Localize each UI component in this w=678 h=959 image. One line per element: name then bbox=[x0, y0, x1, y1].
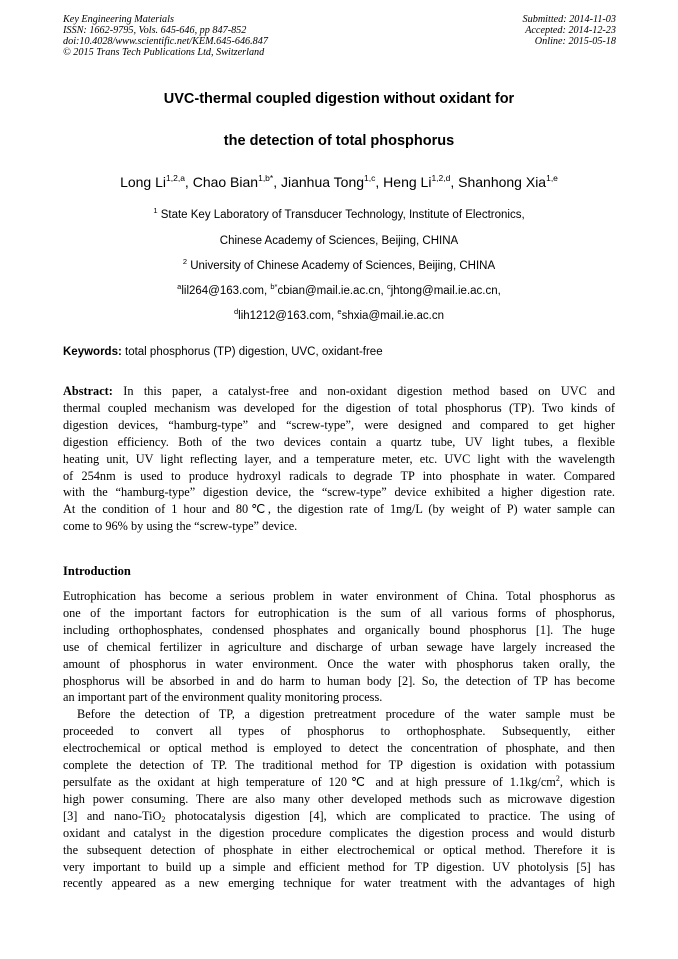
submitted-date: Submitted: 2014-11-03 bbox=[522, 14, 616, 25]
email-address: lih1212@163.com, bbox=[238, 310, 335, 322]
author-affiliation-mark: 1,2,a bbox=[166, 173, 185, 183]
email-mark: c bbox=[386, 282, 391, 291]
email-mark: d bbox=[233, 307, 239, 316]
journal-header-left bbox=[63, 14, 268, 58]
intro-para1-line: Eutrophication has become a serious problem in water environment of China. Total phosphorus as bbox=[63, 589, 615, 603]
author-affiliation-mark: 1,e bbox=[546, 173, 558, 183]
author-list: Long Li$^{1,2,a}$, Chao Bian$^{1,b*}$, Jianhua Tong$^{1,c}$, Heng Li$^{1,2,d}$, Shanhong Xia$^{1,e}$ bbox=[120, 173, 558, 190]
paper-title-line-2: the detection of total phosphorus bbox=[223, 133, 455, 149]
accepted-date: Accepted: 2014-12-23 bbox=[525, 25, 616, 36]
abstract-line: Abstract: In this paper, a catalyst-free and non-oxidant digestion method based on UVC and bbox=[63, 384, 615, 398]
abstract-line: thermal coupled mechanism was developed for the digestion of total phosphorus (TP). Two kinds of bbox=[63, 400, 615, 415]
abstract-line: digestion efficiency. Both of the two devices contain a quartz tube, UV light tubes, a flexible bbox=[63, 434, 615, 449]
intro-para2-line: very important to build up a simple and efficient method for TP digestion. UV photolysis [5] has bbox=[63, 859, 615, 874]
abstract-line: digestion devices, “hamburg-type” and “screw-type”, were designed and compared to get higher bbox=[63, 417, 615, 432]
keywords-text: total phosphorus (TP) digestion, UVC, oxidant-free bbox=[125, 346, 383, 358]
email-line-2 bbox=[63, 307, 615, 322]
journal-name: Key Engineering Materials bbox=[63, 14, 174, 25]
intro-para2-line: the subsequent detection of phosphate in either electrochemical or optical method. Therefore it is bbox=[63, 842, 615, 857]
abstract-line: with the “hamburg-type” digestion device, the “screw-type” device exhibited a higher digestion rate. bbox=[63, 485, 615, 500]
affiliation-text: State Key Laboratory of Transducer Technology, Institute of Electronics, bbox=[160, 209, 525, 221]
intro-para2-line: recently appeared as a new emerging technique for water treatment with the advantages of high bbox=[63, 876, 615, 891]
affiliation-2 bbox=[63, 257, 615, 272]
affiliation-mark: 2 bbox=[182, 257, 188, 266]
intro-para2-line: persulfate as the oxidant at high temperature of 120℃ and at high pressure of $1.1kg/cm^2$, which is bbox=[63, 773, 615, 789]
intro-para1-line: an important part of the environment quality monitoring process. bbox=[63, 690, 383, 705]
abstract-line: of 254nm is used to produce hydroxyl radicals to degrade TP into phosphate in water. Compared bbox=[63, 468, 615, 483]
author-affiliation-mark: 1,2,d bbox=[431, 173, 451, 183]
author-name: Long Li bbox=[120, 174, 167, 190]
intro-para1-line: one of the important factors for eutrophication is the sum of all various forms of phosphorus, bbox=[63, 605, 615, 620]
affiliation-text: University of Chinese Academy of Sciences, Beijing, CHINA bbox=[190, 260, 496, 272]
keywords bbox=[63, 346, 615, 358]
intro-para1-line: use of chemical fertilizer in agriculture and discharge of urban sewage have largely increased the bbox=[63, 639, 615, 654]
intro-para1-line: phosphorus will be absorbed in and do harm to human body [2]. So, the detection of TP has become bbox=[63, 673, 615, 688]
intro-para2-line: [3] and nano-TiO$_2$ photocatalysis digestion [4], which are complicated to practice. The using of bbox=[63, 808, 615, 824]
intro-para2-line: electrochemical or optical method is employed to detect the concentration of phosphate, and then bbox=[63, 741, 615, 756]
abstract bbox=[63, 383, 615, 535]
abstract-label: Abstract: bbox=[63, 384, 113, 398]
email-mark: e bbox=[337, 307, 342, 316]
journal-doi: doi:10.4028/www.scientific.net/KEM.645-646.847 bbox=[63, 36, 268, 47]
intro-para2-line: high power consuming. There are also many other developed methods such as microwave digestion bbox=[63, 791, 615, 806]
intro-para2-line: oxidant and catalyst in the digestion procedure complicates the digestion process and would disturb bbox=[63, 825, 615, 840]
paper-title-line-1: UVC-thermal coupled digestion without oxidant for bbox=[163, 91, 515, 107]
intro-para2-line: complete the detection of TP. The traditional method for TP digestion is oxidation with potassium bbox=[63, 758, 615, 773]
email-line-1 bbox=[63, 282, 615, 297]
affiliation-1-line-2: Chinese Academy of Sciences, Beijing, CHINA bbox=[219, 235, 459, 247]
intro-para1-line: including orthophosphates, condensed phosphates and organically bound phosphorus [1]. The huge bbox=[63, 622, 615, 637]
email-address: cbian@mail.ie.ac.cn, bbox=[277, 285, 384, 297]
abstract-line: come to 96% by using the “screw-type” device. bbox=[63, 519, 298, 534]
author-affiliation-mark: 1,b* bbox=[258, 173, 274, 183]
abstract-line: At the condition of 1 hour and 80℃, the digestion rate of 1mg/L (by weight of P) water sample can bbox=[63, 502, 615, 517]
affiliation-1-line-1 bbox=[63, 206, 615, 221]
online-date: Online: 2015-05-18 bbox=[534, 36, 616, 47]
journal-copyright: © 2015 Trans Tech Publications Ltd, Switzerland bbox=[63, 47, 265, 58]
author-affiliation-mark: 1,c bbox=[364, 173, 376, 183]
email-address: lil264@163.com, bbox=[181, 285, 268, 297]
author-name: Chao Bian bbox=[192, 174, 259, 190]
section-heading-introduction: Introduction bbox=[63, 564, 131, 578]
introduction-body bbox=[63, 588, 615, 892]
journal-header-right bbox=[523, 14, 616, 47]
author-name: Shanhong Xia bbox=[458, 174, 547, 190]
journal-issn: ISSN: 1662-9795, Vols. 645-646, pp 847-852 bbox=[63, 25, 247, 36]
affiliation-mark: 1 bbox=[153, 206, 158, 215]
author-name: Heng Li bbox=[383, 174, 432, 190]
keywords-label: Keywords: bbox=[63, 346, 122, 358]
intro-para2-line: proceeded to convert all types of phosphorus to orthophosphate. Subsequently, either bbox=[63, 724, 615, 739]
author-name: Jianhua Tong bbox=[281, 174, 365, 190]
abstract-line: heating unit, UV light reflecting layer, and a temperature meter, etc. UVC light with the wavelength bbox=[63, 451, 615, 466]
email-mark: b* bbox=[270, 282, 278, 291]
email-address: shxia@mail.ie.ac.cn bbox=[341, 310, 445, 322]
email-address: jhtong@mail.ie.ac.cn, bbox=[390, 285, 501, 297]
intro-para2-line: Before the detection of TP, a digestion pretreatment procedure of the water sample must be bbox=[77, 707, 615, 722]
email-mark: a bbox=[177, 282, 182, 291]
intro-para1-line: amount of phosphorus in water environment. Once the water with phosphorus taken orally, the bbox=[63, 656, 615, 671]
